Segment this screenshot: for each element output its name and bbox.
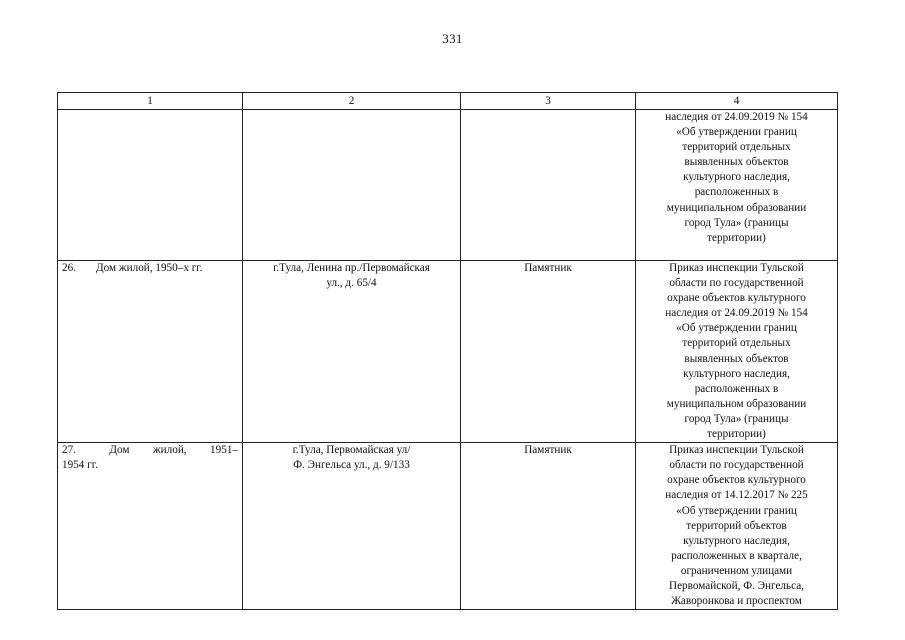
document-line: расположенных в	[694, 382, 779, 395]
column-header-3: 3	[461, 93, 636, 110]
row-number: 26.	[62, 262, 76, 274]
address-line: ул., д. 65/4	[326, 277, 377, 290]
document-line: области по государственной	[669, 277, 804, 290]
document-line: наследия от 14.12.2017 № 225	[665, 489, 808, 502]
column-header-4: 4	[636, 93, 838, 110]
document-line: «Об утверждении границ	[676, 126, 797, 139]
address-line: Ф. Энгельса ул., д. 9/133	[293, 459, 410, 472]
document-line: культурного наследия,	[683, 171, 790, 184]
document-line: выявленных объектов	[684, 156, 789, 169]
table-header-row	[58, 93, 838, 110]
document-line: территорий отдельных	[682, 337, 791, 350]
document-line: город Тула» (границы	[684, 412, 789, 425]
document-line: наследия от 24.09.2019 № 154	[665, 307, 808, 320]
document-line: муниципальном образовании	[666, 201, 807, 214]
document-line: выявленных объектов	[684, 352, 789, 365]
document-line: Приказ инспекции Тульской	[669, 444, 804, 457]
document-line: Жаворонкова и проспектом	[671, 595, 802, 608]
cell-object-name	[58, 261, 243, 443]
document-line: расположенных в квартале,	[671, 549, 802, 562]
document-line: расположенных в	[694, 186, 779, 199]
object-name-continued: 1954 гг.	[62, 459, 98, 472]
row-number: 27.	[62, 444, 76, 457]
cell-address	[243, 110, 461, 261]
document-line: области по государственной	[669, 459, 804, 472]
document-line: Первомайской, Ф. Энгельса,	[669, 579, 804, 592]
column-header-2: 2	[243, 93, 461, 110]
document-line: территории)	[707, 428, 766, 441]
document-line: охране объектов культурного	[667, 474, 806, 487]
document-line: территории)	[707, 231, 766, 244]
document-line: охране объектов культурного	[667, 292, 806, 305]
document-line: ограниченном улицами	[680, 564, 793, 577]
cell-category: Памятник	[461, 443, 636, 610]
table-row-continuation	[58, 110, 838, 261]
column-header-1: 1	[58, 93, 243, 110]
page-number: 331	[442, 31, 463, 46]
table-row-27	[58, 443, 838, 610]
document-line: культурного наследия,	[683, 367, 790, 380]
document-line: культурного наследия,	[683, 534, 790, 547]
document-line: муниципальном образовании	[666, 397, 807, 410]
cell-address	[243, 261, 461, 443]
document-line: «Об утверждении границ	[676, 504, 797, 517]
cell-category	[461, 110, 636, 261]
cell-document	[636, 443, 838, 610]
cell-category: Памятник	[461, 261, 636, 443]
object-name: Дом жилой, 1950–х гг.	[96, 262, 203, 274]
object-name-word: Дом	[109, 444, 130, 457]
address-line: г.Тула, Первомайская ул/	[292, 444, 411, 457]
document-line: территорий объектов	[686, 519, 787, 532]
table-row-26	[58, 261, 838, 443]
cell-object-name	[58, 443, 243, 610]
heritage-objects-table	[57, 92, 838, 610]
cell-document	[636, 110, 838, 261]
cell-address	[243, 443, 461, 610]
document-line: наследия от 24.09.2019 № 154	[665, 111, 808, 123]
document-line: территорий отдельных	[682, 141, 791, 154]
document-line: Приказ инспекции Тульской	[669, 262, 804, 274]
cell-document	[636, 261, 838, 443]
address-line: г.Тула, Ленина пр./Первомайская	[273, 262, 430, 274]
document-line: «Об утверждении границ	[676, 322, 797, 335]
cell-object-name	[58, 110, 243, 261]
object-name-word: жилой,	[152, 444, 187, 457]
object-name-word: 1951–	[210, 444, 238, 457]
document-line: город Тула» (границы	[684, 216, 789, 229]
